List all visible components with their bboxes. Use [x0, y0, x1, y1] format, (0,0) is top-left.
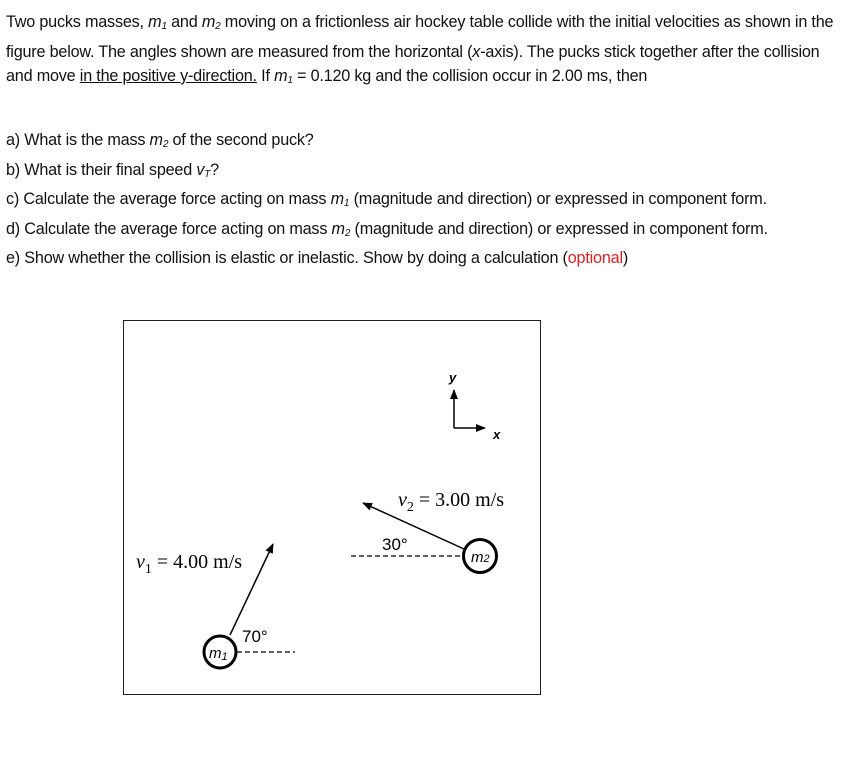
puck-2: [351, 489, 504, 573]
question-a: a) What is the mass $m_2$ of the second puck?: [6, 131, 314, 150]
question-e: e) Show whether the collision is elastic or inelastic. Show by doing a calculation (optional): [6, 249, 629, 267]
question-b: b) What is their final speed $v_T$?: [6, 160, 219, 180]
var-x: x: [472, 42, 481, 61]
var-m1: $m_1$: [148, 13, 167, 32]
question-d: d) Calculate the average force acting on mass $m_2$ (magnitude and direction) or expressed in component form.: [6, 219, 768, 239]
question-c: c) Calculate the average force acting on mass $m_1$ (magnitude and direction) or expressed in component form.: [6, 190, 767, 209]
v1-label: $v_1 = 4.00$ m/s: [136, 551, 243, 577]
puck-1-label: m1: [209, 645, 228, 663]
problem-statement: [6, 10, 836, 94]
intro-text: Two pucks masses,: [6, 13, 149, 31]
var-m1: $m_1$: [274, 67, 293, 86]
intro-text: moving on a frictionless air hockey table collide with the initial velocities as shown in the figure below. The angles shown are measured from the horizontal (: [6, 13, 834, 61]
v2-label: $v_2 = 3.00$ m/s: [398, 489, 505, 515]
question-list: [6, 128, 836, 271]
collision-diagram: [123, 320, 541, 695]
puck-2-label: m2: [471, 549, 490, 566]
axis-x-label: x: [493, 427, 501, 442]
optional-label: optional: [567, 249, 623, 267]
angle-1-label: 70°: [242, 627, 268, 646]
underlined-direction: in the positive y-direction.: [79, 67, 257, 85]
puck-1: [136, 544, 295, 668]
intro-text: If: [256, 67, 275, 85]
axis-y-label: y: [449, 370, 457, 385]
intro-text: and: [166, 13, 202, 31]
intro-text: = 0.120 kg and the collision occur in 2.00 ms, then: [292, 67, 648, 85]
angle-2-label: 30°: [382, 535, 408, 554]
axes-icon: [448, 370, 501, 442]
intro-text: -axis). The pucks stick together after the collision and move: [6, 42, 820, 85]
var-m2: $m_2$: [201, 13, 221, 32]
